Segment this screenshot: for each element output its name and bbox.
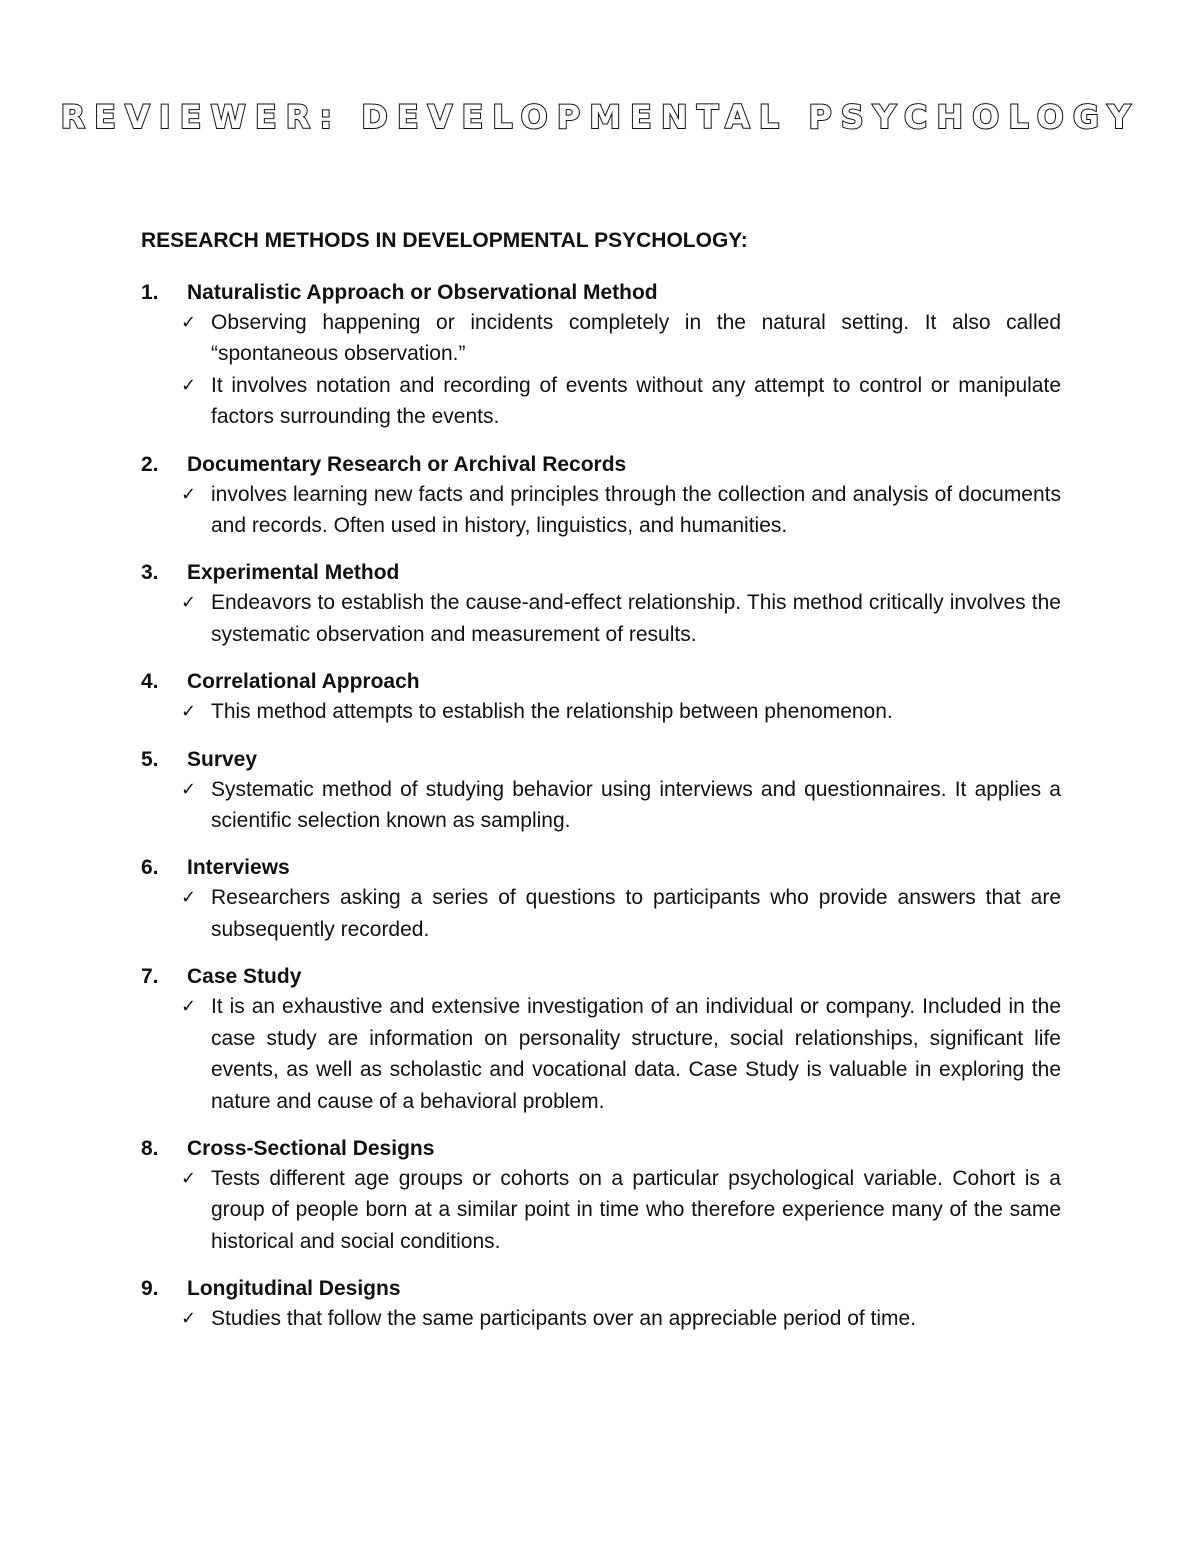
check-icon: ✓ bbox=[181, 1308, 197, 1330]
check-icon: ✓ bbox=[181, 483, 197, 505]
method-heading bbox=[141, 1274, 1061, 1303]
method-item bbox=[141, 278, 1061, 433]
bullet-text: involves learning new facts and principles through the collection and analysis of documents and records. Often used in history, linguistics, and humanities. bbox=[211, 482, 1061, 538]
bullet-item bbox=[141, 307, 1061, 370]
method-heading bbox=[141, 278, 1061, 307]
method-number: 2. bbox=[141, 452, 159, 476]
check-icon: ✓ bbox=[181, 592, 197, 614]
bullet-item bbox=[141, 1163, 1061, 1257]
bullet-list bbox=[141, 587, 1061, 650]
bullet-item bbox=[141, 991, 1061, 1117]
method-heading bbox=[141, 667, 1061, 696]
section-heading: RESEARCH METHODS IN DEVELOPMENTAL PSYCHOLOGY: bbox=[141, 229, 748, 252]
method-title: Correlational Approach bbox=[187, 670, 420, 694]
method-number: 1. bbox=[141, 281, 159, 304]
method-heading bbox=[141, 1134, 1061, 1163]
bullet-item bbox=[141, 370, 1061, 433]
method-title: Cross-Sectional Designs bbox=[187, 1136, 435, 1160]
check-icon: ✓ bbox=[181, 778, 197, 800]
method-item bbox=[141, 853, 1061, 945]
method-item bbox=[141, 1134, 1061, 1257]
bullet-text: Tests different age groups or cohorts on a particular psychological variable. Cohort is a group of people born at a similar point in time who therefore experience many of the same historical and social conditions. bbox=[211, 1166, 1061, 1253]
method-heading bbox=[141, 450, 1061, 479]
check-icon: ✓ bbox=[181, 1167, 197, 1189]
method-title: Survey bbox=[187, 747, 258, 771]
method-number: 9. bbox=[141, 1277, 159, 1301]
method-item bbox=[141, 962, 1061, 1117]
bullet-list bbox=[141, 882, 1061, 945]
bullet-text: Endeavors to establish the cause-and-effect relationship. This method critically involves the systematic observation and measurement of results. bbox=[211, 591, 1061, 646]
method-number: 3. bbox=[141, 561, 159, 585]
check-icon: ✓ bbox=[181, 887, 197, 909]
bullet-item bbox=[141, 774, 1061, 837]
method-number: 5. bbox=[141, 747, 159, 771]
method-number: 4. bbox=[141, 670, 159, 694]
check-icon: ✓ bbox=[181, 312, 197, 333]
document-title: REVIEWER: DEVELOPMENTAL PSYCHOLOGY bbox=[60, 98, 1140, 136]
bullet-list bbox=[141, 774, 1061, 837]
method-number: 8. bbox=[141, 1136, 159, 1160]
bullet-item bbox=[141, 1303, 1061, 1334]
bullet-text: It is an exhaustive and extensive investigation of an individual or company. Included in the case study are information on personality structure, social relationships, significant life events, as well as scholastic and vocational data. Case Study is valuable in exploring the nature and cause of a behavioral problem. bbox=[211, 995, 1061, 1113]
check-icon: ✓ bbox=[181, 374, 197, 396]
bullet-text: Observing happening or incidents completely in the natural setting. It also called “spontaneous observation.” bbox=[211, 311, 1061, 366]
bullet-text: It involves notation and recording of events without any attempt to control or manipulate factors surrounding the events. bbox=[211, 373, 1061, 429]
bullet-text: Studies that follow the same participants over an appreciable period of time. bbox=[211, 1307, 917, 1331]
bullet-list bbox=[141, 1163, 1061, 1257]
method-item bbox=[141, 1274, 1061, 1334]
bullet-list bbox=[141, 991, 1061, 1117]
method-item bbox=[141, 450, 1061, 542]
method-number: 7. bbox=[141, 965, 159, 989]
check-icon: ✓ bbox=[181, 701, 197, 723]
bullet-text: Researchers asking a series of questions to participants who provide answers that are subsequently recorded. bbox=[211, 886, 1061, 941]
method-heading bbox=[141, 853, 1061, 882]
check-icon: ✓ bbox=[181, 996, 197, 1018]
bullet-item bbox=[141, 479, 1061, 542]
method-number: 6. bbox=[141, 856, 159, 880]
bullet-list bbox=[141, 1303, 1061, 1334]
bullet-item bbox=[141, 882, 1061, 945]
method-item bbox=[141, 667, 1061, 727]
method-title: Experimental Method bbox=[187, 561, 400, 585]
method-title: Case Study bbox=[187, 965, 302, 989]
method-item bbox=[141, 745, 1061, 837]
method-item bbox=[141, 558, 1061, 650]
bullet-list bbox=[141, 307, 1061, 433]
bullet-item bbox=[141, 587, 1061, 650]
method-heading bbox=[141, 962, 1061, 991]
method-title: Documentary Research or Archival Records bbox=[187, 452, 627, 476]
method-title: Naturalistic Approach or Observational Method bbox=[187, 281, 658, 304]
method-heading bbox=[141, 745, 1061, 774]
method-title: Longitudinal Designs bbox=[187, 1277, 401, 1301]
method-title: Interviews bbox=[187, 856, 290, 880]
bullet-text: Systematic method of studying behavior using interviews and questionnaires. It applies a scientific selection known as sampling. bbox=[211, 777, 1061, 833]
bullet-list bbox=[141, 696, 1061, 727]
bullet-item bbox=[141, 696, 1061, 727]
bullet-text: This method attempts to establish the relationship between phenomenon. bbox=[211, 700, 893, 724]
methods-list bbox=[141, 278, 1061, 1352]
bullet-list bbox=[141, 479, 1061, 542]
method-heading bbox=[141, 558, 1061, 587]
